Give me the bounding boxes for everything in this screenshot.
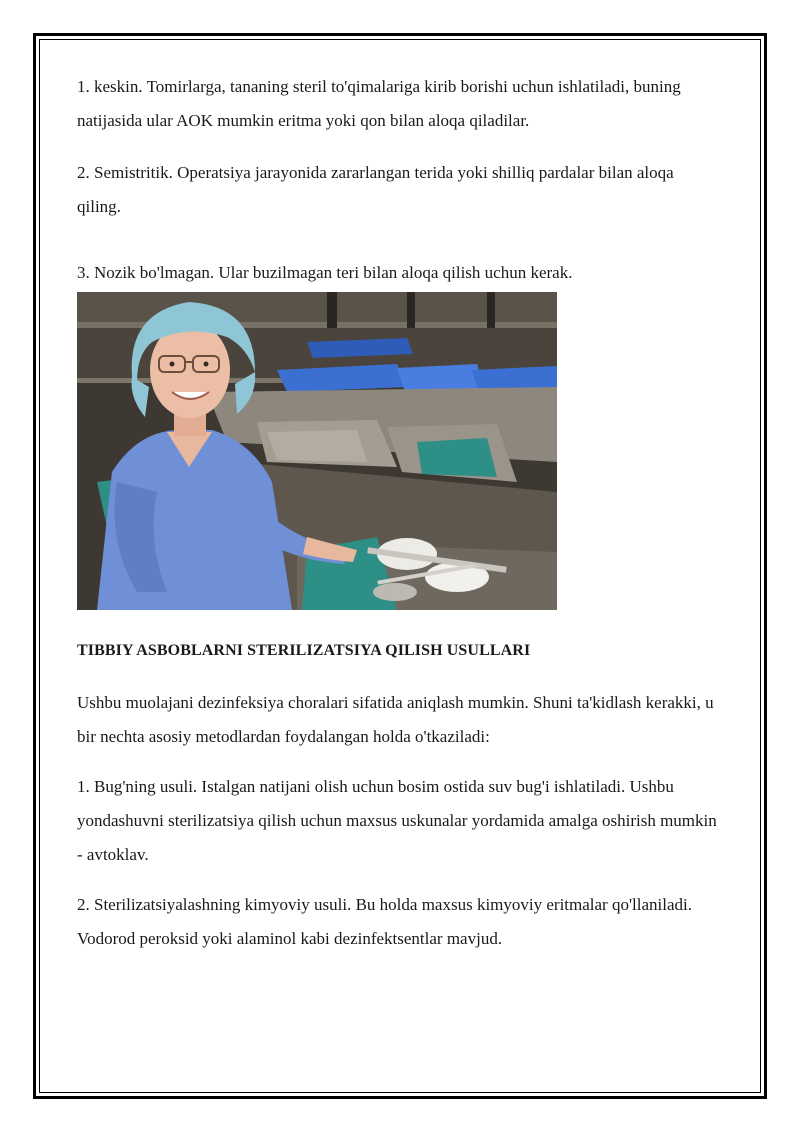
paragraph-critical-items: 1. keskin. Tomirlarga, tananing steril to'qimalariga kirib borishi uchun ishlatiladi, buning natijasida ular AOK mumkin eritma yoki qon bilan aloqa qiladilar. [77,77,681,130]
photo-illustration [77,292,557,610]
sterilization-staff-photo [77,292,557,610]
paragraph-semicritical-items: 2. Semistritik. Operatsiya jarayonida zararlangan terida yoki shilliq pardalar bilan aloqa qiling. [77,163,674,216]
paragraph-intro: Ushbu muolajani dezinfeksiya choralari sifatida aniqlash mumkin. Shuni ta'kidlash kerakki, u bir nechta asosiy metodlardan foydalangan holda o'tkaziladi: [77,693,714,746]
section-heading: TIBBIY ASBOBLARNI STERILIZATSIYA QILISH USULLARI [77,642,531,659]
paragraph-steam-method: 1. Bug'ning usuli. Istalgan natijani olish uchun bosim ostida suv bug'i ishlatiladi. Ushbu yondashuvni sterilizatsiya qilish uchun maxsus uskunalar yordamida amalga oshirish mumkin - avtoklav. [77,777,717,864]
paragraph-noncritical-items: 3. Nozik bo'lmagan. Ular buzilmagan teri bilan aloqa qilish uchun kerak. [77,263,573,282]
paragraph-chemical-method: 2. Sterilizatsiyalashning kimyoviy usuli. Bu holda maxsus kimyoviy eritmalar qo'llaniladi. Vodorod peroksid yoki alaminol kabi dezinfektsentlar mavjud. [77,895,692,948]
